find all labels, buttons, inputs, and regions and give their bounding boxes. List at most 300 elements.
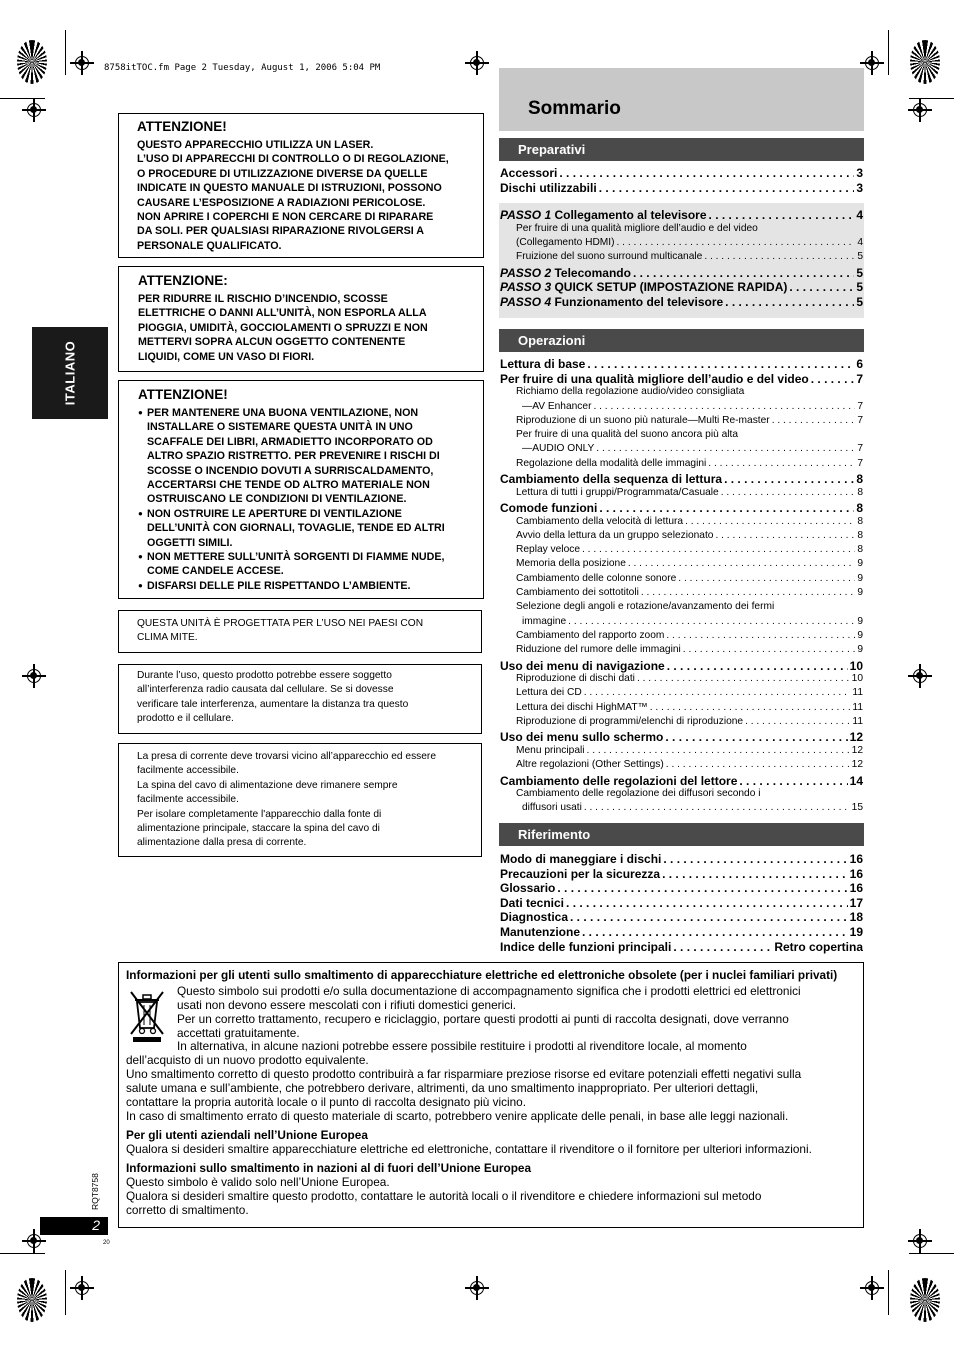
toc-leader-dots: [704, 251, 855, 262]
toc-entry-text: Diagnostica: [500, 910, 569, 925]
toc-entry-text: Per fruire di una qualità migliore dell’audio e del video: [500, 371, 809, 386]
toc-leader-dots: [587, 745, 850, 756]
toc-leader-dots: [584, 687, 851, 698]
toc-entry: [500, 910, 863, 925]
outside-eu-text: corretto di smaltimento.: [126, 1203, 249, 1217]
toc-entry-text: Cambiamento del rapporto zoom: [516, 629, 665, 641]
crop-line: [0, 1253, 45, 1254]
toc-leader-dots: [685, 516, 855, 527]
registration-mark: [465, 51, 489, 75]
toc-entry-page: 12: [851, 744, 863, 756]
toc-entry-text: Cambiamento della velocità di lettura: [516, 515, 684, 527]
toc-leader-dots: [593, 401, 855, 412]
toc-entry: [500, 357, 863, 372]
toc-entry-label: [500, 443, 594, 454]
toc-entry-label: [500, 573, 676, 584]
toc-entry-page: 19: [849, 925, 863, 939]
registration-mark: [70, 51, 94, 75]
toc-leader-dots: [715, 530, 855, 541]
toc-leader-dots: [665, 730, 847, 744]
toc-leader-dots: [599, 501, 854, 515]
toc-entry: [500, 530, 863, 544]
disposal-text: usati non devono essere mescolati con i rifiuti domestici generici.: [177, 998, 516, 1012]
toc-entry: [500, 759, 863, 773]
toc-entry-text: (Collegamento HDMI): [516, 237, 615, 249]
toc-entry-label: [500, 386, 744, 397]
crop-line: [909, 1253, 954, 1254]
toc-leader-dots: [599, 181, 855, 195]
toc-entry-page: 4: [857, 237, 863, 249]
toc-entry-text: Dati tecnici: [500, 895, 565, 910]
toc-entry: [500, 372, 863, 387]
section-title: Riferimento: [518, 827, 591, 842]
disposal-text: salute umana e sull’ambiente, che potrebbero derivare, altrimenti, da uno smaltimento inappropriato. Per ulteriori dettagli,: [126, 1081, 759, 1095]
toc-entry: [500, 443, 863, 457]
toc-entry-page: 3: [856, 166, 863, 180]
toc-leader-dots: [584, 802, 850, 813]
toc-entry-page: 10: [849, 658, 863, 673]
note-box-power: [118, 743, 482, 857]
toc-entry-page: 12: [849, 730, 863, 745]
toc-entry: [500, 852, 863, 867]
section-title: Operazioni: [518, 333, 586, 348]
toc-entry-page: 8: [857, 486, 863, 498]
warning-bullet: ● PER MANTENERE UNA BUONA VENTILAZIONE, NON INSTALLARE O SISTEMARE QUESTA UNITÀ IN UNO SCAFFALE DEI LIBRI, ARMADIETTO INCORPORATO OD ALTRO SPAZIO RISTRETTO. PER PREVENIRE I RISCHI DI SCOSSE O INCENDIO DOVUTI A SURRISCALDAMENTO, ACCERTARSI CHE TENDE OD ALTRO MATERIALE NON OSTRUISCANO LE CONDIZIONI DI VENTILAZIONE.: [138, 406, 483, 507]
toc-entry: [500, 501, 863, 516]
toc-entry: [500, 925, 863, 940]
toc-entry: [500, 788, 863, 802]
toc-entry-page: 12: [851, 759, 863, 771]
toc-entry: [500, 208, 863, 223]
warning-box-laser: [118, 113, 484, 258]
toc-entry: [500, 472, 863, 487]
toc-entry-text: Funzionamento del televisore: [554, 294, 724, 309]
toc-entry: [500, 223, 863, 237]
toc-entry-text: Lettura di base: [500, 357, 586, 371]
disposal-text: Uno smaltimento corretto di questo prodotto contribuirà a far risparmiare preziose risorse ed evitare potenziali effetti negativi sulla: [126, 1067, 802, 1081]
toc-leader-dots: [628, 558, 855, 569]
section-bar-riferimento: [499, 823, 864, 846]
toc-entry-label: [500, 558, 626, 569]
toc-entry-label: [500, 166, 557, 180]
toc-entry-text: —AV Enhancer: [522, 400, 592, 412]
outside-eu-text: Questo simbolo è valido solo nell’Unione Europea.: [126, 1175, 390, 1189]
toc-entry-text: Riproduzione di programmi/elenchi di riproduzione: [516, 716, 744, 727]
disposal-text: contattare la propria autorità locale o il punto di raccolta designato più vicino.: [126, 1095, 527, 1109]
toc-leader-dots: [721, 487, 856, 498]
toc-entry-text: Accessori: [500, 166, 558, 180]
toc-leader-dots: [617, 237, 856, 248]
file-info: 8758itTOC.fm Page 2 Tuesday, August 1, 2006 5:04 PM: [104, 63, 381, 73]
toc-entry-page: 8: [856, 500, 863, 515]
toc-leader-dots: [724, 472, 854, 486]
toc-step-prefix: PASSO 3: [500, 280, 555, 295]
toc-leader-dots: [708, 458, 855, 469]
toc-entry-label: [500, 487, 719, 498]
toc-entry: [500, 516, 863, 530]
toc-entry-label: [500, 730, 663, 744]
toc-entry-text: Fruizione del suono surround multicanale: [516, 251, 703, 263]
toc-entry-label: [500, 644, 681, 655]
toc-entry-label: [500, 458, 706, 469]
toc-entry-page: 11: [852, 687, 863, 699]
crop-line: [65, 1270, 66, 1315]
toc-entry-page: 9: [857, 644, 863, 656]
toc-leader-dots: [709, 208, 855, 222]
toc-leader-dots: [566, 896, 848, 910]
toc-entry-page: 5: [857, 251, 863, 263]
toc-entry: [500, 867, 863, 882]
toc-entry-text: diffusori usati: [522, 802, 582, 814]
toc-leader-dots: [582, 544, 855, 555]
toc-leader-dots: [663, 852, 847, 866]
toc-entry-text: QUICK SETUP (IMPOSTAZIONE RAPIDA): [554, 280, 788, 295]
outside-eu-heading: Informazioni sullo smaltimento in nazioni al di fuori dell’Unione Europea: [126, 1161, 532, 1175]
registration-mark: [22, 664, 46, 688]
toc-entry-label: [500, 266, 631, 280]
toc-entry: [500, 415, 863, 429]
crop-line: [909, 98, 954, 99]
toc-entry-text: Selezione degli angoli e rotazione/avanzamento dei fermi: [516, 601, 775, 613]
toc-header: [499, 68, 864, 131]
toc-entry: [500, 544, 863, 558]
toc-entry: [500, 251, 863, 265]
toc-entry-page: 9: [857, 629, 863, 641]
toc-leader-dots: [570, 910, 848, 924]
toc-entry: [500, 386, 863, 400]
registration-disc-top-left: [17, 40, 47, 84]
toc-entry-page: 7: [857, 443, 863, 455]
toc-entry-label: [500, 429, 738, 440]
toc-leader-dots: [725, 295, 854, 309]
disposal-text: dell’acquisto di un nuovo prodotto equivalente.: [126, 1053, 369, 1067]
toc-entry-text: Lettura dei dischi HighMAT™: [516, 701, 648, 713]
warning-bullet: ● DISFARSI DELLE PILE RISPETTANDO L’AMBIENTE.: [138, 579, 483, 593]
toc-entry-page: 17: [849, 895, 863, 910]
toc-entry-page: 11: [852, 701, 863, 713]
toc-entry-text: Memoria della posizione: [516, 558, 626, 570]
toc-entry-text: immagine: [522, 615, 567, 627]
disposal-text: Questo simbolo sui prodotti e/o sulla documentazione di accompagnamento significa che i prodotti elettrici ed elettronici: [177, 984, 801, 998]
crossed-bin-icon: [127, 986, 167, 1044]
warning-text: QUESTO APPARECCHIO UTILIZZA UN LASER. L’USO DI APPARECCHI DI CONTROLLO O DI REGOLAZIONE, O PROCEDURE DI UTILIZZAZIONE DIVERSE DA QUELLE INDICATE IN QUESTO MANUALE DI ISTRUZIONI, POSSONO CAUSARE L’ESPOSIZIONE A RADIAZIONI PERICOLOSE. NON APRIRE I COPERCHI E NON CERCARE DI RIPARARE DA SOLI. PER QUALSIASI RIPARAZIONE RIVOLGERSI A PERSONALE QUALIFICATO.: [137, 139, 449, 252]
toc-leader-dots: [637, 673, 850, 684]
toc-entry-label: [500, 940, 671, 954]
toc-entry-page: 8: [856, 472, 863, 486]
warning-text: PER RIDURRE IL RISCHIO D’INCENDIO, SCOSSE ELETTRICHE O DANNI ALL’UNITÀ, NON ESPORLA ALLA PIOGGIA, UMIDITÀ, GOCCIOLAMENTI O SPRUZZI E NON METTERVI SOPRA ALCUN OGGETTO CONTENENTE LIQUIDI, COME UN VASO DI FIORI.: [138, 293, 428, 363]
toc-entry-text: Richiamo della regolazione audio/video consigliata: [516, 386, 745, 398]
page-number-badge: [40, 1217, 108, 1235]
toc-entry-label: [500, 357, 585, 371]
toc-entry-page: 7: [857, 457, 863, 469]
toc-entry-text: Replay veloce: [516, 544, 580, 556]
warning-bullet: ● NON METTERE SULL’UNITÀ SORGENTI DI FIAMME NUDE, COME CANDELE ACCESE.: [138, 550, 483, 579]
toc-entry: [500, 295, 863, 310]
toc-leader-dots: [667, 659, 848, 673]
toc-entry-label: [500, 788, 760, 799]
toc-entry: [500, 429, 863, 443]
toc-entry-page: 16: [849, 881, 863, 896]
toc-entry-page: 10: [851, 673, 863, 685]
toc-entry-label: [500, 910, 568, 924]
disposal-text: In alternativa, in alcune nazioni potrebbe essere possibile restituire i prodotti al rivenditore locale, al momento: [177, 1039, 747, 1053]
toc-entry-text: Per fruire di una qualità del suono ancora più alta: [516, 429, 739, 441]
toc-step-prefix: PASSO 1: [500, 208, 555, 223]
toc-entry: [500, 601, 863, 615]
toc-entry-text: Precauzioni per la sicurezza: [500, 866, 661, 881]
toc-entry-label: [500, 223, 758, 234]
toc-entry-label: [500, 415, 770, 426]
toc-entry-text: Collegamento al televisore: [554, 208, 707, 223]
toc-entry-page: 7: [857, 414, 863, 426]
warning-bullet: ● NON OSTRUIRE LE APERTURE DI VENTILAZIONE DELL’UNITÀ CON GIORNALI, TOVAGLIE, TENDE ED ALTRI OGGETTI SIMILI.: [138, 507, 483, 550]
toc-entry-page: 5: [856, 265, 863, 280]
toc-entry-page: 5: [856, 294, 863, 309]
business-text: Qualora si desideri smaltire apparecchiature elettriche ed elettroniche, contattare il rivenditore o il fornitore per ulteriori informazioni.: [126, 1142, 812, 1156]
toc-entry: [500, 716, 863, 730]
registration-mark: [860, 1276, 884, 1300]
toc-leader-dots: [662, 867, 848, 881]
toc-entry: [500, 745, 863, 759]
note-text: Durante l’uso, questo prodotto potrebbe essere soggetto all’interferenza radio causata dal cellulare. Se si dovesse verificare tale interferenza, aumentare la distanza tra questo prodotto e il cellulare.: [137, 670, 409, 725]
toc-entry-label: [500, 630, 664, 641]
crop-line: [65, 30, 66, 75]
toc-entry-page: 11: [852, 716, 863, 727]
registration-disc-top-right: [910, 40, 940, 84]
toc-entry-text: Cambiamento della sequenza di lettura: [500, 472, 723, 486]
toc-entry-label: [500, 237, 615, 248]
toc-entry-page: 9: [857, 587, 863, 598]
toc-entry-page: 14: [849, 773, 863, 788]
toc-leader-dots: [587, 357, 854, 371]
toc-entry-page: 16: [849, 852, 863, 866]
outside-eu-text: Qualora si desideri smaltire questo prodotto, contattare le autorità locali o il rivenditore e chiedere informazioni sul metodo: [126, 1189, 762, 1203]
note-text: QUESTA UNITÀ È PROGETTATA PER L’USO NEI PAESI CON CLIMA MITE.: [137, 618, 424, 644]
toc-entry-label: [500, 867, 660, 881]
registration-mark: [908, 664, 932, 688]
toc-entry-text: Cambiamento dei sottotitoli: [516, 587, 639, 598]
disposal-text: In caso di smaltimento errato di questo materiale di scarto, potrebbero venire applicate delle penali, in base alle leggi nazionali.: [126, 1109, 789, 1123]
toc-entry-page: 7: [856, 371, 863, 386]
toc-leader-dots: [557, 881, 847, 895]
note-box-climate: [118, 610, 482, 653]
toc-entry: [500, 573, 863, 587]
toc-entry-label: [500, 472, 722, 486]
toc-entry-text: Indice delle funzioni principali: [500, 939, 672, 954]
toc-entry-text: Menu principali: [516, 744, 585, 756]
toc-entry-label: [500, 925, 580, 939]
toc-leader-dots: [666, 759, 850, 770]
language-tab: [32, 327, 108, 419]
disposal-heading: Informazioni per gli utenti sullo smaltimento di apparecchiature elettriche ed elettroniche obsolete (per i nuclei familiari privati): [126, 968, 838, 982]
business-heading: Per gli utenti aziendali nell’Unione Europea: [126, 1128, 368, 1142]
toc-entry-text: Avvio della lettura da un gruppo selezionato: [516, 529, 714, 541]
toc-entry: [500, 896, 863, 911]
toc-leader-dots: [633, 266, 854, 280]
toc-entry-label: [500, 716, 743, 727]
toc-entry-label: [500, 372, 809, 386]
note-text: La presa di corrente deve trovarsi vicino all’apparecchio ed essere facilmente accessibile. La spina del cavo di alimentazione deve rimanere sempre facilmente accessibile. Per isolare completamente l'apparecchio dalla fonte di alimentazione principale, staccare la spina del cavo di alimentazione dalla presa di corrente.: [137, 751, 436, 849]
toc-entry-page: 3: [856, 180, 863, 195]
crop-line: [888, 30, 889, 75]
toc-entry-label: [500, 601, 774, 612]
toc-entry: [500, 181, 863, 196]
toc-entry-text: Uso dei menu sullo schermo: [500, 730, 664, 745]
registration-mark: [22, 98, 46, 122]
toc-leader-dots: [650, 702, 851, 713]
toc-entry: [500, 730, 863, 745]
page-number: 2: [92, 1217, 100, 1233]
toc-entry: [500, 237, 863, 251]
toc-entry-label: [500, 181, 597, 195]
toc-entry-label: [500, 745, 585, 756]
toc-entry-label: [500, 280, 787, 294]
crop-line: [888, 1270, 889, 1315]
section-title: Preparativi: [518, 142, 586, 157]
toc-entry-label: [500, 774, 737, 788]
toc-entry-page: 8: [857, 529, 863, 541]
toc-entry-text: Regolazione della modalità delle immagini: [516, 457, 707, 469]
toc-entry-page: Retro copertina: [774, 939, 863, 954]
toc-entry-label: [500, 616, 566, 627]
toc-entry: [500, 401, 863, 415]
toc-entry-label: [500, 852, 661, 866]
toc-entry: [500, 616, 863, 630]
registration-disc-bottom-left: [17, 1278, 47, 1322]
warning-title: ATTENZIONE!: [137, 119, 227, 134]
toc-entry-label: [500, 530, 713, 541]
toc-entry-text: Glossario: [500, 881, 556, 896]
crop-line: [0, 98, 45, 99]
toc-entry-text: Comode funzioni: [500, 500, 598, 515]
toc-entry-label: [500, 896, 564, 910]
toc-entry-label: [500, 501, 597, 515]
toc-entry-label: [500, 659, 665, 673]
toc-leader-dots: [683, 644, 856, 655]
toc-entry-text: Cambiamento delle colonne sonore: [516, 572, 677, 584]
toc-leader-dots: [789, 280, 854, 294]
toc-entry: [500, 881, 863, 896]
toc-leader-dots: [739, 774, 847, 788]
toc-entry: [500, 630, 863, 644]
toc-entry-text: Uso dei menu di navigazione: [500, 658, 665, 673]
toc-entry-label: [500, 516, 683, 527]
toc-leader-dots: [678, 573, 855, 584]
toc-entry: [500, 458, 863, 472]
document-code: RQT8758: [90, 1173, 100, 1210]
toc-entry-text: Per fruire di una qualità migliore dell’audio e del video: [516, 222, 758, 234]
registration-mark: [908, 1229, 932, 1253]
toc-entry: [500, 266, 863, 281]
section-bar-preparativi: [499, 138, 864, 161]
toc-entry: [500, 802, 863, 816]
toc-entry-text: Cambiamento delle regolazioni del lettore: [500, 773, 738, 788]
toc-entry-page: 9: [857, 615, 863, 627]
language-tab-label: ITALIANO: [62, 340, 78, 406]
toc-entry-page: 6: [856, 357, 863, 371]
disposal-text: Per un corretto trattamento, recupero e riciclaggio, portare questi prodotti ai punti di raccolta designati, dove verranno: [177, 1012, 789, 1026]
warning-box-ventilation: [118, 380, 484, 599]
toc-entry-text: Riproduzione di un suono più naturale—Multi Re-master: [516, 414, 770, 426]
toc-entry-text: Cambiamento delle regolazione dei diffusori secondo i: [516, 788, 761, 800]
toc-leader-dots: [582, 925, 848, 939]
toc-entry-page: 8: [857, 515, 863, 527]
disposal-text: accettati gratuitamente.: [177, 1026, 300, 1040]
toc-leader-dots: [596, 443, 855, 454]
toc-leader-dots: [568, 616, 855, 627]
toc-entry-page: 18: [849, 910, 863, 925]
toc-entry-text: Dischi utilizzabili: [500, 180, 597, 195]
toc-entry: [500, 702, 863, 716]
warning-title: ATTENZIONE!: [138, 387, 228, 402]
registration-mark: [70, 1276, 94, 1300]
toc-entry-label: [500, 759, 664, 770]
toc-entry-label: [500, 544, 580, 555]
toc-entry-text: —AUDIO ONLY: [522, 443, 595, 455]
toc-step-prefix: PASSO 4: [500, 294, 555, 309]
warning-box-fire: [118, 266, 484, 372]
toc-entry-page: 16: [849, 866, 863, 881]
toc-entry: [500, 940, 863, 955]
toc-entry-label: [500, 587, 639, 598]
toc-entry-text: Manutenzione: [500, 925, 580, 939]
toc-entry-label: [500, 251, 702, 262]
toc-entry: [500, 659, 863, 674]
toc-step-prefix: PASSO 2: [500, 265, 555, 280]
registration-disc-bottom-right: [910, 1278, 940, 1322]
toc-entry-label: [500, 401, 591, 412]
toc-entry-page: 15: [851, 802, 863, 814]
toc-entry-label: [500, 881, 555, 895]
toc-leader-dots: [745, 716, 850, 727]
registration-mark: [465, 1276, 489, 1300]
warning-list: [138, 406, 483, 593]
toc-entry: [500, 673, 863, 687]
toc-entry: [500, 687, 863, 701]
toc-entry-page: 4: [856, 208, 863, 223]
toc-entry: [500, 774, 863, 789]
toc-entry: [500, 487, 863, 501]
toc-entry-page: 8: [857, 544, 863, 556]
toc-entry-text: Lettura di tutti i gruppi/Programmata/Casuale: [516, 486, 719, 498]
toc-leader-dots: [666, 630, 855, 641]
toc-entry: [500, 280, 863, 295]
toc-leader-dots: [811, 372, 855, 386]
toc-entry-text: Riproduzione di dischi dati: [516, 673, 635, 685]
toc-entry-page: 9: [857, 558, 863, 570]
section-bar-operazioni: [499, 329, 864, 352]
toc-entry: [500, 644, 863, 658]
toc-leader-dots: [772, 415, 856, 426]
disposal-info-box: [118, 962, 864, 1228]
toc-entry-page: 7: [857, 400, 863, 412]
toc-title: Sommario: [528, 98, 621, 119]
toc-entry-page: 9: [857, 572, 863, 584]
toc-entry-label: [500, 702, 648, 713]
toc-entry-text: Lettura dei CD: [516, 687, 582, 699]
note-box-interference: [118, 664, 482, 734]
warning-title: ATTENZIONE:: [138, 273, 228, 288]
toc-entry-text: Telecomando: [554, 265, 631, 280]
toc-leader-dots: [641, 587, 855, 598]
page-small-number: 20: [103, 1240, 110, 1246]
registration-mark: [908, 98, 932, 122]
toc-entry: [500, 558, 863, 572]
toc-entry-label: [500, 687, 582, 698]
toc-entry-text: Riduzione del rumore delle immagini: [516, 644, 681, 656]
toc-entry-page: 5: [856, 280, 863, 295]
toc-entry-label: [500, 802, 582, 813]
